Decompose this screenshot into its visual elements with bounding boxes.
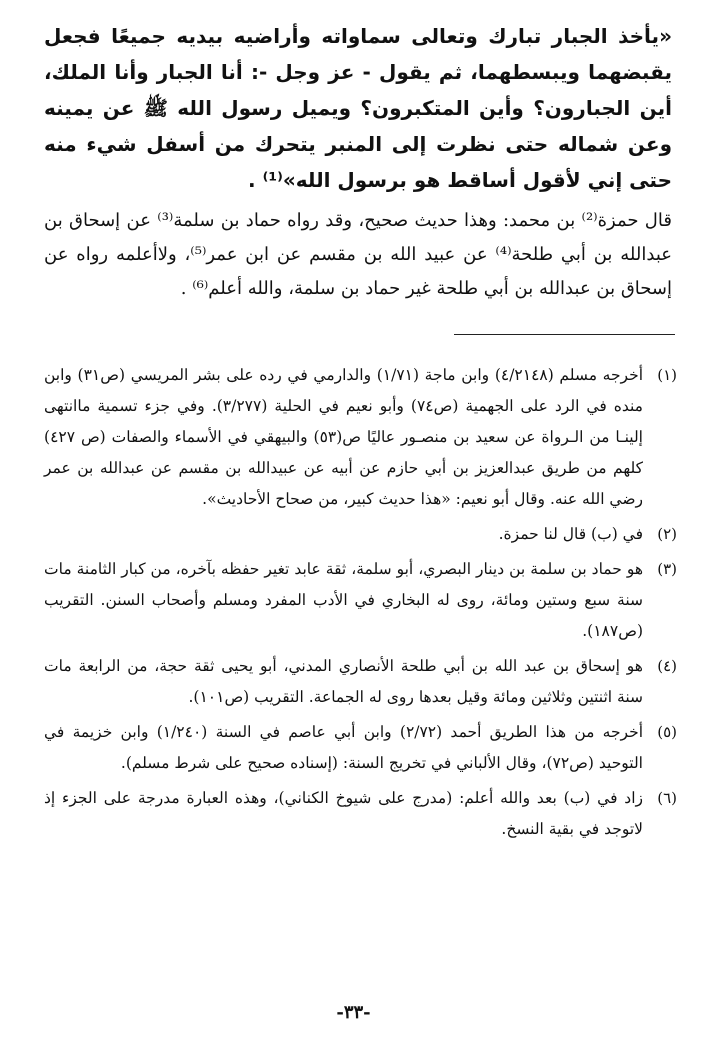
footnote-number: (١)	[657, 366, 677, 384]
hadith-paragraph: «يأخذ الجبار تبارك وتعالى سماواته وأراضيه بيديه جميعًا فجعل يقبضهما ويبسطهما، ثم يقول - عز وجل -: أنا الجبار وأنا الملك، أين الجبارون؟ وأين المتكبرون؟ ويميل رسول الله ﷺ عن يمينه وعن شماله حتى نظرت إلى المنبر يتحرك من أسفل شيء منه حتى إني لأقول أساقط هو برسول الله»⁽¹⁾ .	[44, 24, 672, 192]
footnote-text: في (ب) قال لنا حمزة.	[498, 525, 643, 543]
footnote-text: أخرجه مسلم (٤/٢١٤٨) وابن ماجة (١/٧١) والدارمي في رده على بشر المريسي (ص٣١) وابن منده في الرد على الجهمية (ص٧٤) وأبو نعيم في الحلية (٣/٢٧٧). وفي جزء تسمية ماانتهى إلينـا من الـرواة عن سعيد بن منصـور عاليًا ص(٥٣) والبيهقي في الأسماء والصفات (ص ٤٢٧) كلهم من طريق عبدالعزيز بن أبي حازم عن أبيه عن عبيدالله بن مقسم عن عبدالله بن عمر رضي الله عنه. وقال أبو نعيم: «هذا حديث كبير، من صحاح الأحاديث».	[44, 366, 643, 508]
footnote-number: (٣)	[657, 560, 677, 578]
footnote-6	[44, 783, 677, 845]
footnote-text: هو إسحاق بن عبد الله بن أبي طلحة الأنصاري المدني، أبو يحيى ثقة حجة، من الرابعة مات سنة اثنتين وثلاثين ومائة وقيل بعدها روى له الجماعة. التقريب (ص١٠١).	[44, 657, 643, 706]
footnote-3	[44, 554, 677, 647]
footnote-number: (٢)	[657, 525, 677, 543]
footnote-number: (٦)	[657, 789, 677, 807]
footnote-number: (٤)	[657, 657, 677, 675]
commentary-paragraph: قال حمزة⁽²⁾ بن محمد: وهذا حديث صحيح، وقد رواه حماد بن سلمة⁽³⁾ عن إسحاق بن عبدالله بن أبي طلحة⁽⁴⁾ عن عبيد الله بن مقسم عن ابن عمر⁽⁵⁾، ولاأعلمه رواه عن إسحاق بن عبدالله بن أبي طلحة غير حماد بن سلمة، والله أعلم⁽⁶⁾ .	[44, 210, 672, 299]
footnote-1	[44, 360, 677, 515]
footnote-text: زاد في (ب) بعد والله أعلم: (مدرج على شيوخ الكناني)، وهذه العبارة مدرجة على الجزء إذ لاتوجد في بقية النسخ.	[44, 789, 643, 838]
footnote-4	[44, 651, 677, 713]
footnote-2	[44, 519, 677, 550]
page-number: -٣٣-	[336, 1002, 371, 1023]
footnote-divider	[454, 334, 675, 335]
footnote-5	[44, 717, 677, 779]
footnote-text: أخرجه من هذا الطريق أحمد (٢/٧٢) وابن أبي عاصم في السنة (١/٢٤٠) وابن خزيمة في التوحيد (ص٧٢)، وقال الألباني في تخريج السنة: (إسناده صحيح على شرط مسلم).	[44, 723, 643, 772]
main-text	[44, 18, 672, 312]
footnotes	[44, 360, 677, 849]
footnote-text: هو حماد بن سلمة بن دينار البصري، أبو سلمة، ثقة عابد تغير حفظه بآخره، من كبار الثامنة مات سنة سبع وستين ومائة، روى له البخاري في الأدب المفرد ومسلم وأصحاب السنن. التقريب (ص١٨٧).	[44, 560, 643, 640]
footnote-number: (٥)	[657, 723, 677, 741]
